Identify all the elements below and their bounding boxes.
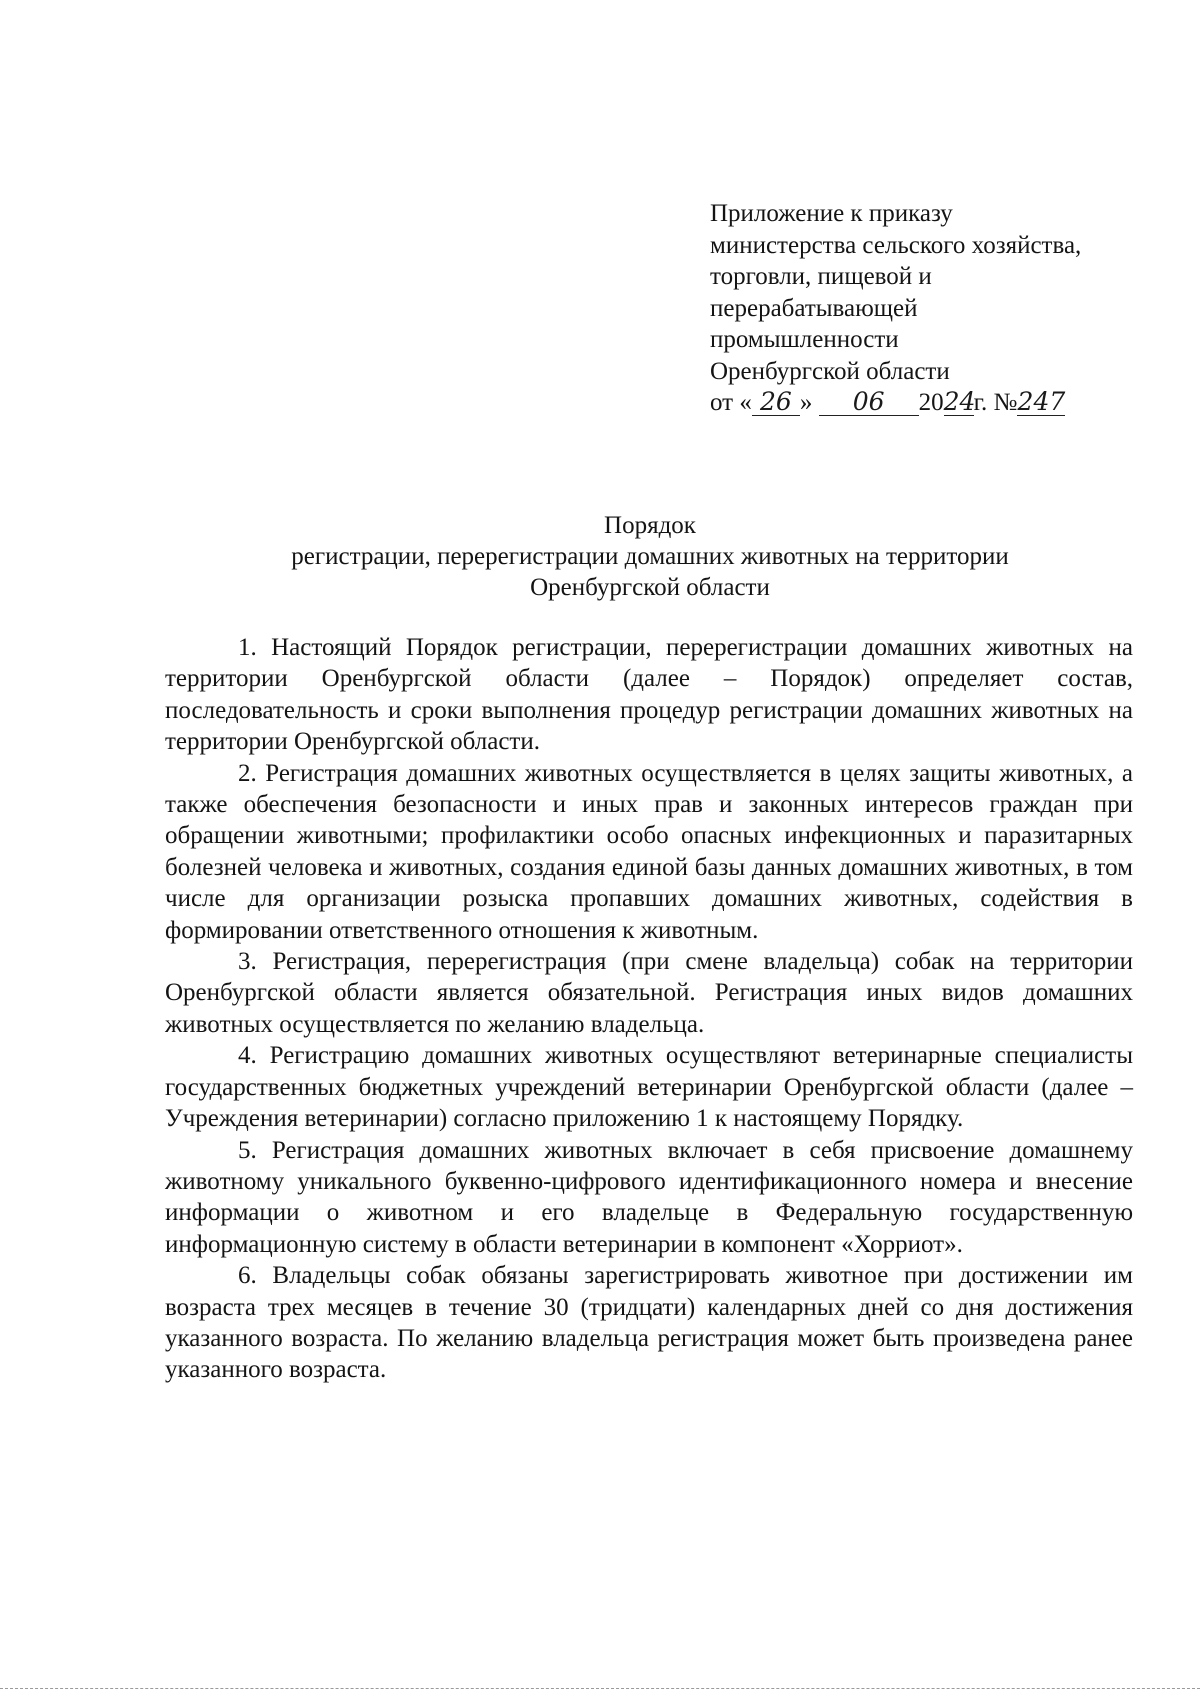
year-prefix: 20: [918, 389, 944, 416]
handwritten-month: 06: [819, 389, 919, 416]
paragraph: 1. Настоящий Порядок регистрации, перерегистрации домашних животных на территории Оренбургской области (далее – Порядок) определяет состав, последовательность и сроки выполнения процедур регистрации домашних животных на территории Оренбургской области.: [165, 634, 1133, 756]
appendix-line: Приложение к приказу: [710, 200, 953, 227]
title-subtitle: Оренбургской области: [530, 574, 770, 601]
paragraph: 4. Регистрацию домашних животных осуществляют ветеринарные специалисты государственных бюджетных учреждений ветеринарии Оренбургской области (далее – Учреждения ветеринарии) согласно приложению 1 к настоящему Порядку.: [165, 1042, 1133, 1133]
paragraph: 2. Регистрация домашних животных осуществляется в целях защиты животных, а также обеспечения безопасности и иных прав и законных интересов граждан при обращении животными; профилактики особо опасных инфекционных и паразитарных болезней человека и животных, создания единой базы данных домашних животных, в том числе для организации розыска пропавших домашних животных, содействия в формировании ответственного отношения к животным.: [165, 759, 1133, 944]
title-heading: Порядок: [604, 512, 696, 539]
handwritten-day: 26: [752, 389, 800, 416]
appendix-header: [710, 198, 1180, 419]
handwritten-order-number: 247: [1017, 387, 1066, 416]
appendix-line: промышленности: [710, 326, 899, 353]
appendix-line: министерства сельского хозяйства,: [710, 231, 1082, 259]
handwritten-year: 24: [943, 387, 976, 416]
appendix-line: торговли, пищевой и: [710, 263, 932, 290]
order-date-line: [710, 387, 1180, 419]
paragraph: 6. Владельцы собак обязаны зарегистрировать животное при достижении им возраста трех месяцев в течение 30 (тридцати) календарных дней со дня достижения указанного возраста. По желанию владельца регистрация может быть произведена ранее указанного возраста.: [165, 1262, 1133, 1384]
document-title: [160, 510, 1140, 603]
page-bottom-divider: [0, 1688, 1200, 1689]
date-prefix: от «: [710, 389, 752, 416]
order-number-label: г. №: [973, 389, 1018, 416]
paragraph: 3. Регистрация, перерегистрация (при смене владельца) собак на территории Оренбургской области является обязательной. Регистрация иных видов домашних животных осуществляется по желанию владельца.: [165, 948, 1133, 1038]
document-body: [165, 632, 1133, 1386]
paragraph: 5. Регистрация домашних животных включает в себя присвоение домашнему животному уникального буквенно-цифрового идентификационного номера и внесение информации о животном и его владельце в Федеральную государственную информационную систему в области ветеринарии в компонент «Хорриот».: [165, 1136, 1133, 1258]
appendix-line: Оренбургской области: [710, 357, 950, 385]
date-mid: »: [799, 389, 813, 416]
title-subtitle: регистрации, перерегистрации домашних животных на территории: [291, 543, 1009, 570]
appendix-line: перерабатывающей: [710, 294, 918, 322]
